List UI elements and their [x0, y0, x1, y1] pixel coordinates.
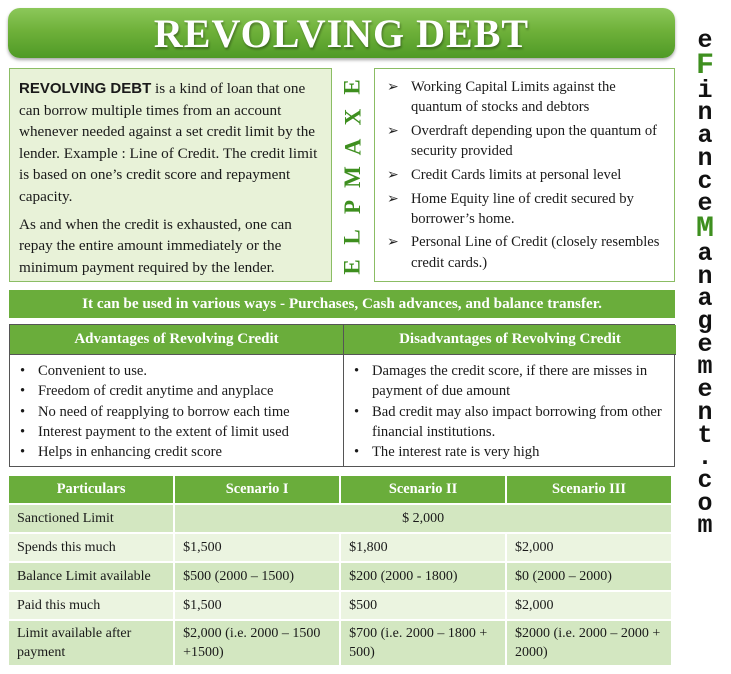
column-header: Particulars — [9, 476, 173, 503]
row-label: Sanctioned Limit — [9, 505, 173, 532]
table-row — [9, 534, 671, 561]
table-cell: $0 (2000 – 2000) — [507, 563, 671, 590]
disadvantages-header: Disadvantages of Revolving Credit — [343, 325, 676, 355]
column-header: Scenario I — [175, 476, 339, 503]
example-item: ➢ Home Equity line of credit secured by borrower’s home. — [387, 189, 668, 229]
brand-letter: e — [697, 329, 713, 359]
brand-letter: m — [697, 511, 713, 541]
table-cell: $2000 (i.e. 2000 – 2000 + 2000) — [507, 621, 671, 665]
brand-letter: o — [697, 488, 713, 518]
example-item: ➢ Credit Cards limits at personal level — [387, 165, 668, 185]
table-row — [9, 592, 671, 619]
brand-letter: e — [697, 375, 713, 405]
brand-letter: e — [697, 26, 713, 55]
definition-box — [9, 68, 332, 282]
brand-letter: a — [697, 121, 713, 151]
brand-letter: i — [697, 75, 713, 105]
disadvantage-item: • Damages the credit score, if there are misses in payment of due amount — [352, 361, 670, 402]
brand-letter: c — [697, 465, 713, 495]
advantages-list — [18, 361, 337, 462]
definition-term: REVOLVING DEBT — [19, 80, 152, 97]
column-header: Scenario III — [507, 476, 671, 503]
usage-banner: It can be used in various ways - Purchases, Cash advances, and balance transfer. — [9, 290, 675, 318]
column-header: Scenario II — [341, 476, 505, 503]
example-letter: M — [340, 166, 365, 188]
brand-letter: n — [697, 261, 713, 291]
brand-letter: g — [697, 307, 713, 337]
brand-letter: c — [697, 166, 713, 196]
table-cell: $1,500 — [175, 534, 339, 561]
table-header-row — [9, 476, 671, 503]
examples-box — [374, 68, 675, 282]
brand-letter: . — [697, 443, 713, 473]
examples-list — [387, 77, 668, 273]
disadvantages-list — [352, 361, 670, 462]
table-cell: $1,500 — [175, 592, 339, 619]
brand-vertical-text — [683, 26, 727, 630]
row-label: Paid this much — [9, 592, 173, 619]
table-row — [9, 621, 671, 665]
table-cell: $500 — [341, 592, 505, 619]
table-cell: $200 (2000 - 1800) — [341, 563, 505, 590]
brand-letter: M — [695, 211, 714, 246]
example-letter: P — [340, 199, 365, 215]
brand-letter: t — [697, 420, 713, 450]
advantages-header: Advantages of Revolving Credit — [10, 325, 343, 355]
row-label: Balance Limit available — [9, 563, 173, 590]
advantage-item: • Convenient to use. — [18, 361, 337, 381]
row-label: Spends this much — [9, 534, 173, 561]
advantage-item: • Interest payment to the extent of limit used — [18, 422, 337, 442]
definition-paragraph-2: As and when the credit is exhausted, one can repay the entire amount immediately or the minimum payment required by the lender. — [19, 215, 292, 276]
brand-letter: n — [697, 397, 713, 427]
example-letter: E — [340, 259, 365, 275]
disadvantages-body — [343, 355, 676, 466]
definition-paragraph — [19, 78, 322, 208]
table-cell: $700 (i.e. 2000 – 1800 + 500) — [341, 621, 505, 665]
table-row — [9, 563, 671, 590]
pros-cons-table — [9, 324, 675, 467]
table-cell: $2,000 (i.e. 2000 – 1500 +1500) — [175, 621, 339, 665]
table-cell: $2,000 — [507, 534, 671, 561]
disadvantage-item: • The interest rate is very high — [352, 442, 670, 462]
brand-letter: a — [697, 238, 713, 268]
example-item: ➢ Personal Line of Credit (closely resembles credit cards.) — [387, 232, 668, 272]
disadvantage-item: • Bad credit may also impact borrowing from other financial institutions. — [352, 402, 670, 443]
table-cell: $1,800 — [341, 534, 505, 561]
table-cell: $2,000 — [507, 592, 671, 619]
scenario-table — [7, 474, 673, 667]
brand-letter: F — [695, 48, 714, 83]
example-letter: X — [340, 108, 365, 126]
advantage-item: • Helps in enhancing credit score — [18, 442, 337, 462]
brand-letter: m — [697, 352, 713, 382]
sanctioned-value: $ 2,000 — [175, 505, 671, 532]
advantages-column — [10, 325, 343, 466]
title-banner — [8, 8, 675, 58]
disadvantages-column — [343, 325, 676, 466]
brand-letter: n — [697, 143, 713, 173]
example-item: ➢ Overdraft depending upon the quantum of security provided — [387, 121, 668, 161]
advantage-item: • Freedom of credit anytime and anyplace — [18, 381, 337, 401]
table-cell: $500 (2000 – 1500) — [175, 563, 339, 590]
example-letter: L — [340, 229, 365, 245]
page-title: REVOLVING DEBT — [153, 10, 530, 56]
brand-letter: e — [697, 189, 713, 219]
brand-letter: n — [697, 98, 713, 128]
example-item: ➢ Working Capital Limits against the quantum of stocks and debtors — [387, 77, 668, 117]
advantage-item: • No need of reapplying to borrow each time — [18, 402, 337, 422]
example-letter: E — [340, 79, 365, 95]
row-label: Limit available after payment — [9, 621, 173, 665]
advantages-body — [10, 355, 343, 466]
example-vertical-label — [338, 74, 368, 280]
definition-text: is a kind of loan that one can borrow multiple times from an account whenever needed against a set credit limit by the lender. Example : Line of Credit. The credit limit is based on one’s credit score and repayment capacity. — [19, 80, 318, 205]
table-row — [9, 505, 671, 532]
brand-letter: a — [697, 284, 713, 314]
example-letter: A — [340, 138, 365, 156]
